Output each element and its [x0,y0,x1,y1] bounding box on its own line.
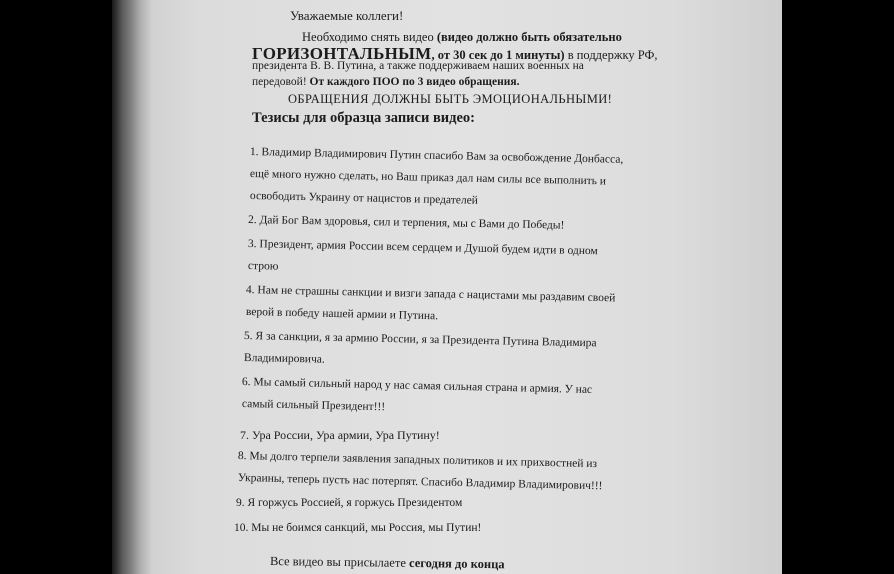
printed-sheet [112,0,782,574]
intro-line-2-end: в поддержку РФ, [564,48,658,62]
intro-line-4-text: передовой! [252,76,310,88]
footer-note [270,554,505,572]
intro-line-1-bold: (видео должно быть обязательно [436,30,622,44]
intro-line-1-text: Необходимо снять видео [302,30,437,44]
footer-bold: сегодня до конца [408,555,505,572]
intro-line-1 [302,30,622,45]
intro-line-3: президента В. В. Путина, а также поддерживаем наших военных на [252,60,584,72]
list-item-5-line-2: Владимировича. [243,352,325,366]
document-text [112,0,782,574]
footer-text: Все видео вы присылаете [269,554,410,570]
list-item-5-line-1: 5. Я за санкции, я за армию России, я за Президента Путина Владимира [243,330,597,350]
list-item-10: 10. Мы не боимся санкций, мы Россия, мы Путин! [234,522,482,534]
dark-background-right [782,0,894,574]
list-item-6-line-1: 6. Мы самый сильный народ у нас самая сильная страна и армия. У нас [241,376,593,396]
duration-note: , от 30 сек до 1 минуты) [431,48,565,62]
list-item-3-line-1: 3. Президент, армия России всем сердцем и Душой будем идти в одном [247,238,598,258]
list-item-1-line-1: 1. Владимир Владимирович Путин спасибо Вам за освобождение Донбасса, [249,146,624,166]
list-item-6-line-2: самый сильный Президент!!! [241,398,386,414]
emotional-note: ОБРАЩЕНИЯ ДОЛЖНЫ БЫТЬ ЭМОЦИОНАЛЬНЫМИ! [288,92,613,106]
list-item-9: 9. Я горжусь Россией, я горжусь Президентом [236,497,463,509]
intro-line-4 [252,76,519,88]
list-item-1-line-2: ещё много нужно сделать, но Ваш приказ дал нам силы все выполнить и [249,168,607,188]
dark-background-left [0,0,112,574]
greeting: Уважаемые коллеги! [290,8,404,23]
list-item-7: 7. Ура России, Ура армии, Ура Путину! [240,428,440,442]
list-item-8-line-1: 8. Мы долго терпели заявления западных политиков и их прихвостней из [237,450,598,471]
list-item-4-line-1: 4. Нам не страшны санкции и визги запада с нацистами мы раздавим своей [245,284,616,305]
list-item-1-line-3: освободить Украину от нацистов и предателей [249,190,479,207]
horizontal-emphasis: ГОРИЗОНТАЛЬНЫМ [252,44,432,63]
quota-note: От каждого ПОО по 3 видео обращения. [309,76,520,88]
theses-title: Тезисы для образца записи видео: [252,110,475,126]
list-item-2: 2. Дай Бог Вам здоровья, сил и терпения, мы с Вами до Победы! [247,214,565,232]
list-item-4-line-2: верой в победу нашей армии и Путина. [245,306,439,323]
list-item-3-line-2: строю [247,260,279,273]
list-item-8-line-2: Украины, теперь пусть нас потерпят. Спасибо Владимир Владимирович!!! [237,472,603,493]
